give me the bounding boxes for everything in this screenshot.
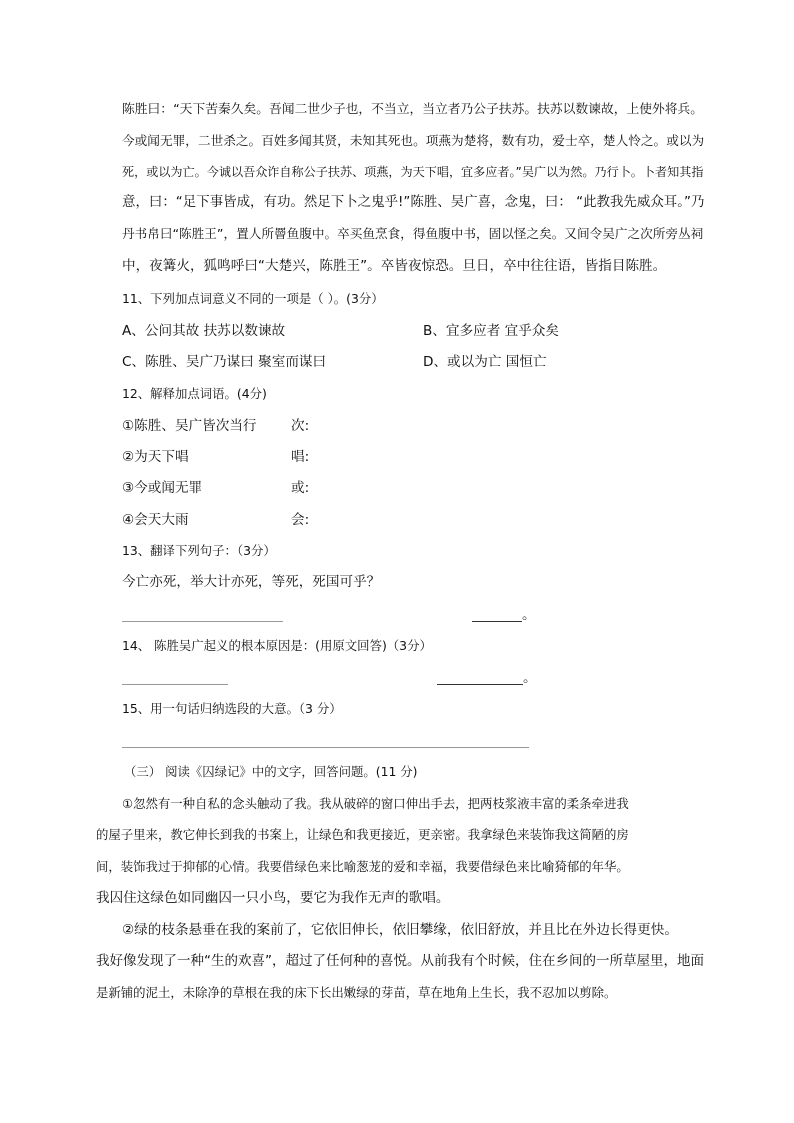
answer-line [437, 684, 523, 685]
section3-p2-line: ②绿的枝条悬垂在我的案前了，它依旧伸长，依旧攀缘，依旧舒放，并且比在外边长得更快。 [122, 922, 678, 938]
section3-p1-line: 间，装饰我过于抑郁的心情。我要借绿色来比喻葱茏的爱和幸福，我要借绿色来比喻猗郁的年华。 [96, 859, 629, 874]
q12-item-text: ②为天下唱 [122, 449, 189, 465]
passage-line: 丹书帛曰“陈胜王”，置人所罾鱼腹中。卒买鱼烹食，得鱼腹中书，固以怪之矣。又间令吴广之次所旁丛祠 [122, 226, 704, 241]
q13-stem: 13、翻译下列句子：（3分） [122, 543, 276, 558]
passage-line: 意，曰：“足下事皆成，有功。然足下卜之鬼乎!”陈胜、吴广喜，念鬼，曰： “此教我先威众耳。”乃 [122, 195, 705, 210]
q12-item-label: 次: [291, 418, 310, 434]
answer-line [122, 747, 529, 748]
section3-p1-line: ①忽然有一种自私的念头触动了我。我从破碎的窗口伸出手去，把两枝浆液丰富的柔条牵进我 [122, 796, 629, 811]
q12-item-text: ③今或闻无罪 [122, 480, 203, 496]
q13-sentence: 今亡亦死，举大计亦死，等死，死国可乎？ [122, 574, 381, 590]
answer-line [472, 621, 522, 622]
answer-line [122, 621, 283, 622]
passage-line: 中，夜篝火，狐鸣呼曰“大楚兴，陈胜王”。卒皆夜惊恐。旦日，卒中往往语，皆指目陈胜。 [122, 258, 667, 274]
q11-option-a: A、公问其故 扶苏以数谏故 [122, 323, 286, 339]
section3-p2-line: 我好像发现了一种“生的欢喜”，超过了任何种的喜悦。从前我有个时候，住在乡间的一所草屋里，地面 [96, 953, 704, 969]
q12-item-text: ④会天大雨 [122, 512, 189, 528]
q11-option-d: D、或以为亡 国恒亡 [423, 354, 547, 370]
passage-line: 陈胜曰：“天下苦秦久矣。吾闻二世少子也，不当立，当立者乃公子扶苏。扶苏以数谏故，上使外将兵。 [122, 102, 704, 117]
q11-stem: 11、下列加点词意义不同的一项是（ ）。(3分） [122, 291, 384, 306]
q14-end: 。 [523, 670, 537, 686]
q12-item-label: 会: [291, 512, 310, 528]
section3-p1-line: 我囚住这绿色如同幽囚一只小鸟，要它为我作无声的歌唱。 [96, 890, 450, 906]
q13-end: 。 [522, 607, 536, 623]
q12-item-label: 唱: [291, 449, 310, 465]
section3-p2-line: 是新铺的泥土，未除净的草根在我的床下长出嫩绿的芽苗，草在地角上生长，我不忍加以剪除。 [96, 985, 617, 1000]
section3-p1-line: 的屋子里来，教它伸长到我的书案上，让绿色和我更接近，更亲密。我拿绿色来装饰我这简陋的房 [96, 827, 629, 842]
q11-option-c: C、陈胜、吴广乃谋曰 聚室而谋曰 [122, 354, 327, 370]
q12-item-text: ①陈胜、吴广皆次当行 [122, 418, 257, 434]
q12-stem: 12、解释加点词语。(4分) [122, 386, 267, 401]
passage-line: 死，或以为亡。今诚以吾众诈自称公子扶苏、项燕，为天下唱，宜多应者。”吴广以为然。乃行卜。卜者知其指 [122, 165, 704, 179]
q12-item-label: 或: [291, 480, 310, 496]
passage-line: 今或闻无罪，二世杀之。百姓多闻其贤，未知其死也。项燕为楚将，数有功，爱士卒，楚人怜之。或以为 [122, 133, 705, 148]
section3-title: （三） 阅读《囚绿记》中的文字，回答问题。(11 分) [124, 764, 418, 779]
q15-stem: 15、用一句话归纳选段的大意。（3 分） [122, 701, 342, 716]
answer-line [122, 684, 228, 685]
q11-option-b: B、宜多应者 宜乎众矣 [423, 323, 559, 339]
q14-stem: 14、 陈胜吴广起义的根本原因是：(用原文回答)（3分） [122, 638, 432, 653]
